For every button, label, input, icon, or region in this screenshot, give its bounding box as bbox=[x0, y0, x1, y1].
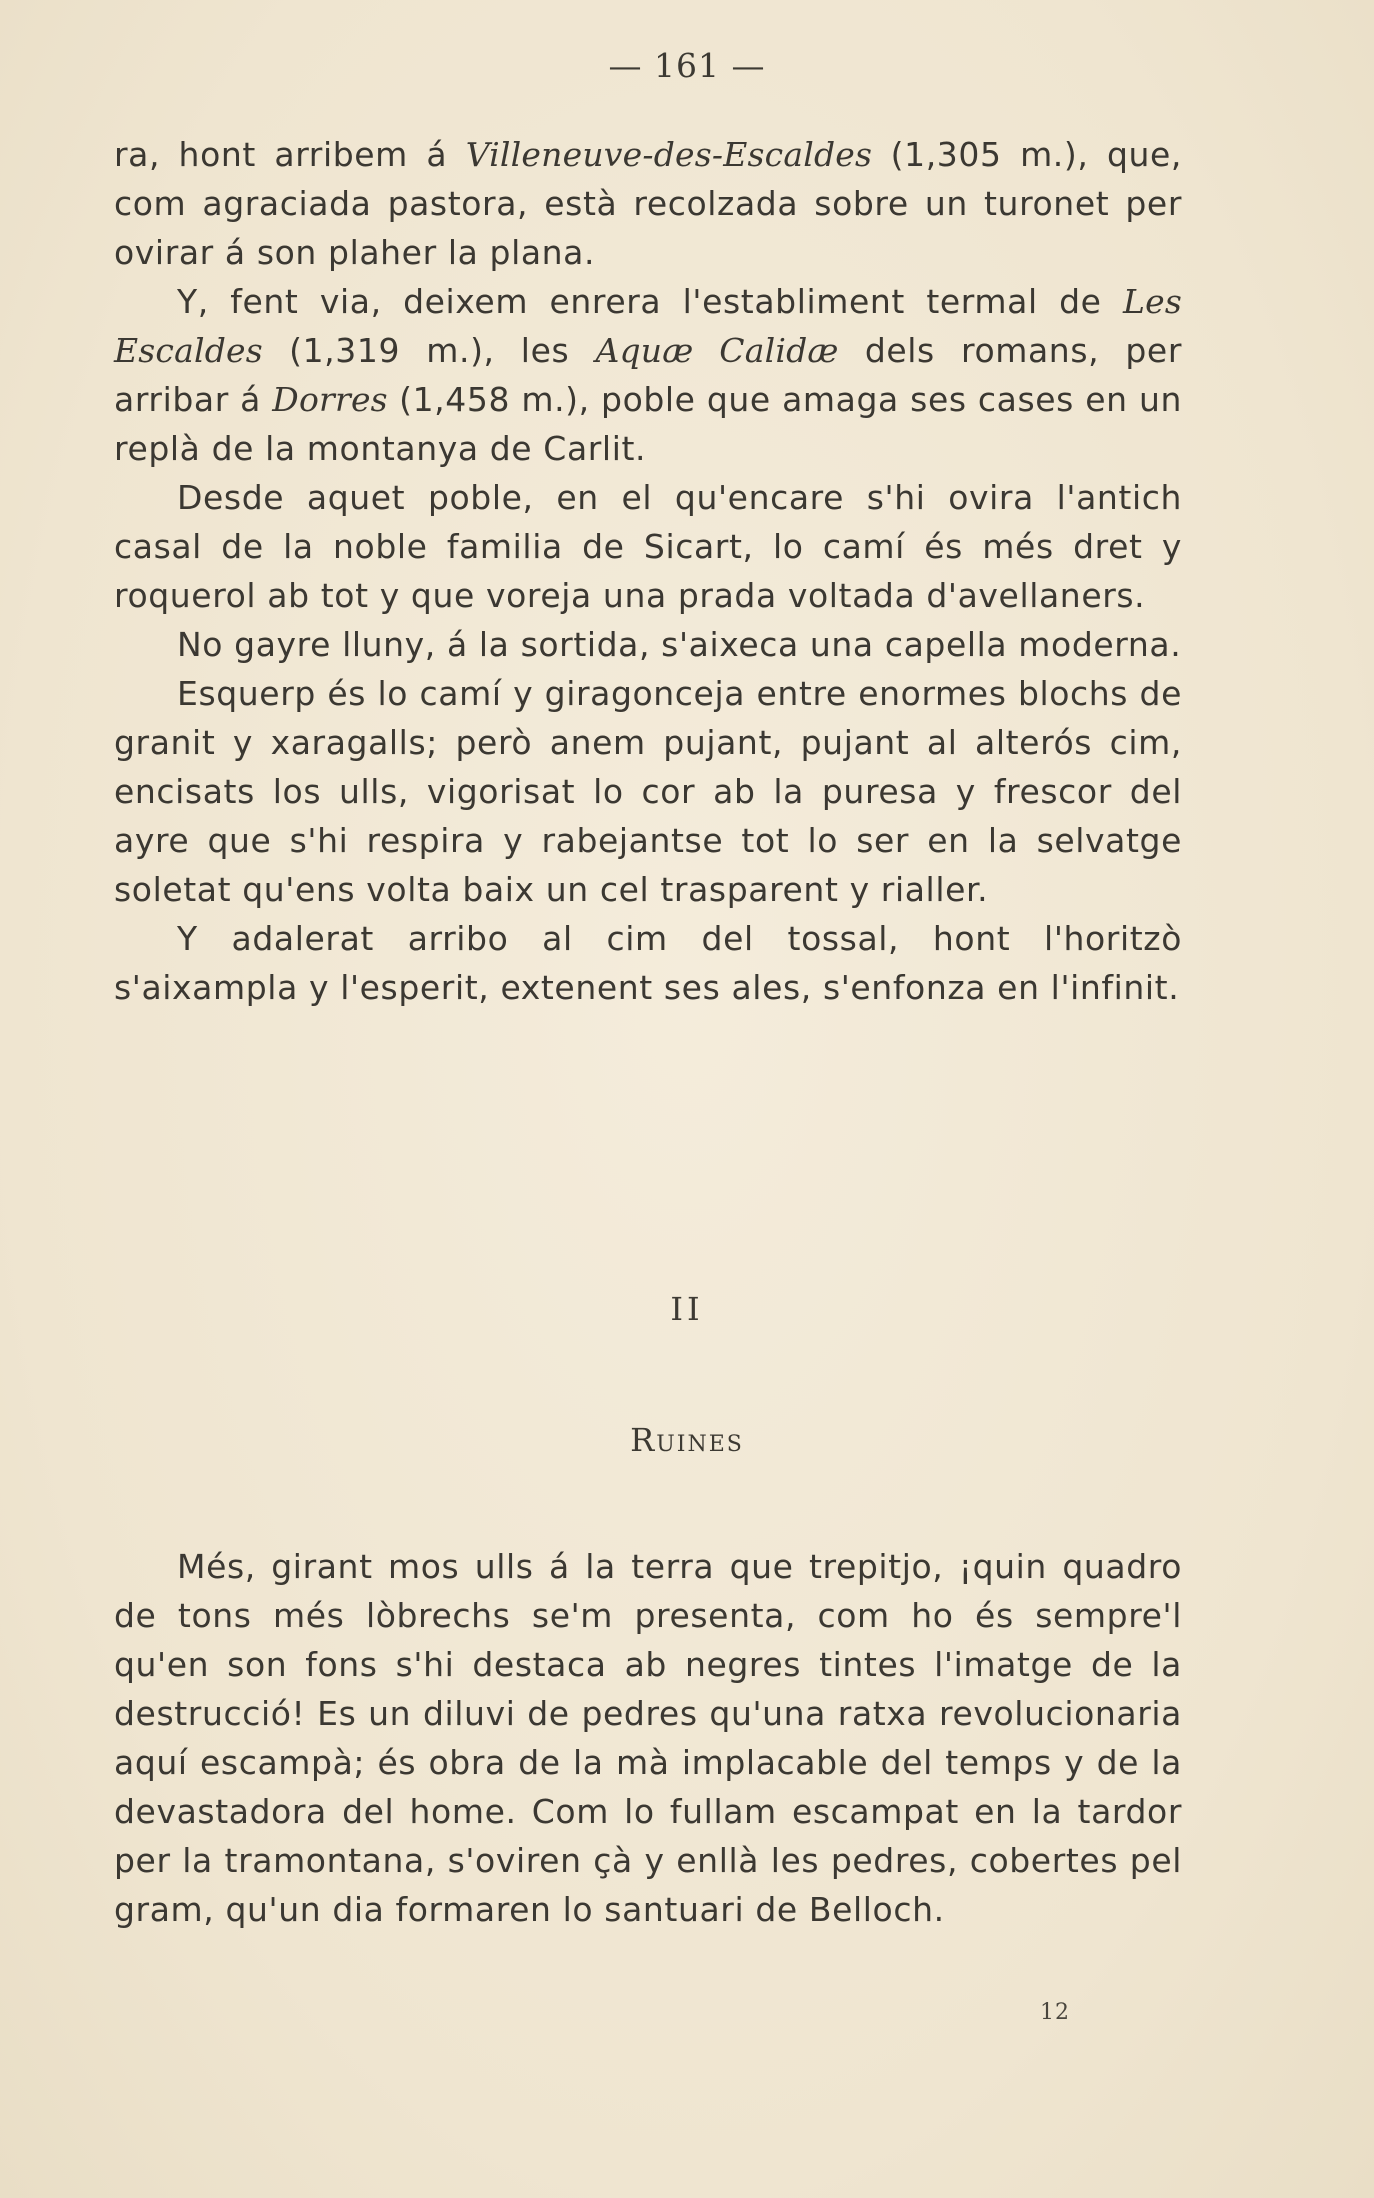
body-text-top bbox=[114, 130, 1182, 1012]
paragraph bbox=[114, 620, 1182, 669]
paragraph bbox=[114, 277, 1182, 473]
section-number: II bbox=[670, 1290, 704, 1328]
paragraph bbox=[114, 473, 1182, 620]
text-run: Y, fent via, deixem enrera l'establiment termal de bbox=[177, 282, 1124, 321]
italic-latin-term: Aquæ Calidæ bbox=[595, 331, 839, 370]
page-number-header: — 161 — bbox=[608, 46, 766, 85]
text-run: (1,458 m.), poble que amaga ses cases en un replà de la montanya de Carlit. bbox=[114, 380, 1182, 468]
text-run: Desde aquet poble, en el qu'encare s'hi ovira l'antich casal de la noble familia de Sicart, lo camí és més dret y roquerol ab tot y que voreja una prada voltada d'avellaners. bbox=[114, 478, 1182, 615]
paragraph bbox=[114, 1542, 1182, 1934]
section-title: Ruines bbox=[630, 1421, 744, 1459]
text-run: Més, girant mos ulls á la terra que trepitjo, ¡quin quadro de tons més lòbrechs se'm presenta, com ho és sempre'l qu'en son fons s'hi destaca ab negres tintes l'imatge de la destrucció! Es un diluvi de pedres qu'una ratxa revolucionaria aquí escampà; és obra de la mà implacable del temps y de la devastadora del home. Com lo fullam escampat en la tardor per la tramontana, s'oviren çà y enllà les pedres, cobertes pel gram, qu'un dia formaren lo santuari de Belloch. bbox=[114, 1547, 1182, 1929]
paragraph bbox=[114, 669, 1182, 914]
italic-place-name: Villeneuve-des-Escaldes bbox=[465, 135, 873, 174]
text-run: Esquerp és lo camí y giragonceja entre enormes blochs de granit y xaragalls; però anem pujant, pujant al alterós cim, encisats los ulls, vigorisat lo cor ab la puresa y frescor del ayre que s'hi respira y rabejantse tot lo ser en la selvatge soletat qu'ens volta baix un cel trasparent y rialler. bbox=[114, 674, 1182, 909]
italic-place-name: Les Escaldes bbox=[114, 282, 1182, 370]
text-run: ra, hont arribem á bbox=[114, 135, 466, 174]
signature-mark: 12 bbox=[1040, 2000, 1070, 2025]
text-run: (1,319 m.), les bbox=[262, 331, 596, 370]
paragraph bbox=[114, 914, 1182, 1012]
body-text-bottom bbox=[114, 1542, 1182, 1934]
text-run: (1,305 m.), que, com agraciada pastora, està recolzada sobre un turonet per ovirar á son plaher la plana. bbox=[114, 135, 1182, 272]
paragraph bbox=[114, 130, 1182, 277]
text-run: dels romans, per arribar á bbox=[114, 331, 1182, 419]
text-run: No gayre lluny, á la sortida, s'aixeca una capella moderna. bbox=[177, 625, 1182, 664]
text-run: Y adalerat arribo al cim del tossal, hont l'horitzò s'aixampla y l'esperit, extenent ses ales, s'enfonza en l'infinit. bbox=[114, 919, 1182, 1007]
italic-place-name: Dorres bbox=[272, 380, 388, 419]
